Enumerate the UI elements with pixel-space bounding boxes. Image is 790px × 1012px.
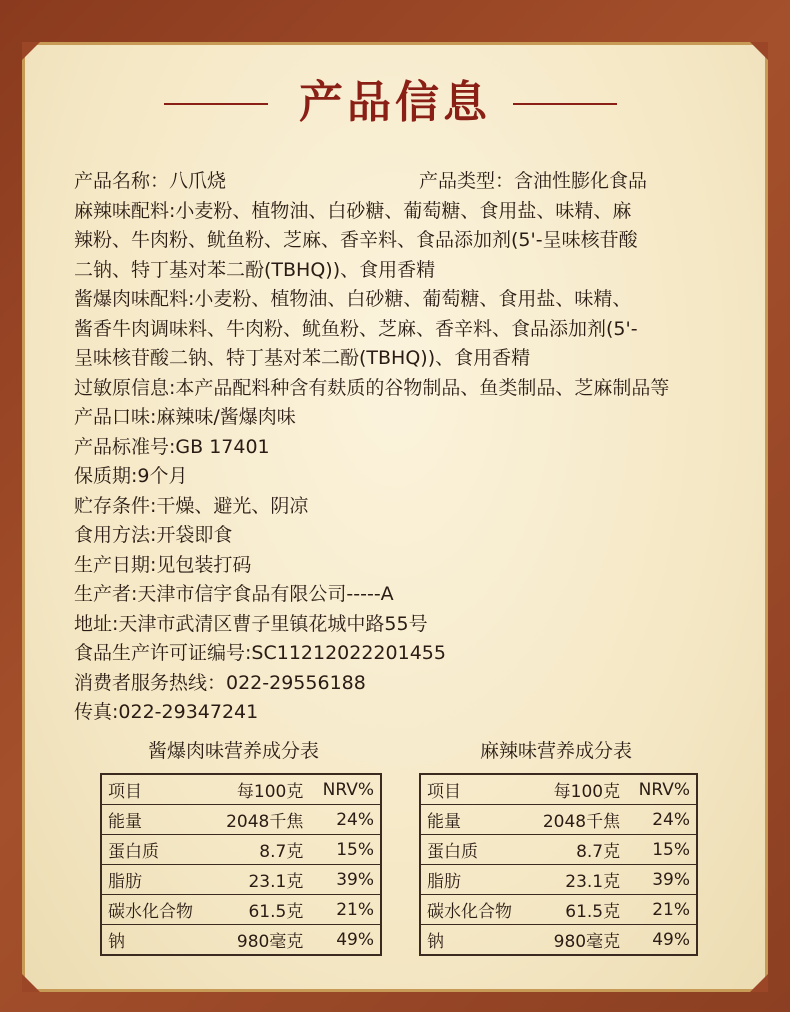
table-header-cell: 项目 [108,782,142,802]
table-cell: 蛋白质 [420,835,528,865]
usage-method: 食用方法:开袋即食 [74,524,233,546]
table-cell: 2048千焦 [528,805,626,835]
sauce-ingredients-line: 酱香牛肉调味料、牛肉粉、鱿鱼粉、芝麻、香辛料、食品添加剂(5'- [74,317,638,340]
table-cell: 24% [309,805,381,835]
table-cell: 61.5克 [210,895,309,925]
page-title: 产品信息 [299,77,491,128]
table-cell: 15% [626,835,697,865]
table-header-cell: 项目 [427,782,461,802]
table-row [101,925,381,956]
production-date: 生产日期:见包装打码 [74,553,252,576]
table-cell: 23.1克 [210,865,309,895]
sauce-ingredients-line: 呈味核苷酸二钠、特丁基对苯二酚(TBHQ))、食用香精 [74,347,531,369]
producer: 生产者:天津市信宇食品有限公司-----A [74,583,394,605]
table-cell: 21% [309,895,381,925]
table-header-cell: NRV% [638,779,690,800]
table-cell: 39% [309,865,381,895]
table-row [420,895,697,925]
corner-ornament [22,42,40,60]
table-cell: 49% [309,925,381,956]
flavor-info: 产品口味:麻辣味/酱爆肉味 [74,406,296,428]
license-number: 食品生产许可证编号:SC11212022201455 [74,642,446,664]
product-name: 产品名称：八爪烧 [74,170,227,192]
table-cell: 蛋白质 [101,835,210,865]
table-row [101,835,381,865]
table-cell: 8.7克 [528,835,626,865]
table-header-cell: 每100克 [553,782,621,802]
product-type: 产品类型：含油性膨化食品 [419,170,648,192]
storage-conditions: 贮存条件:干燥、避光、阴凉 [74,494,309,517]
corner-ornament [750,974,768,992]
shelf-life: 保质期:9个月 [74,465,188,487]
product-info [74,167,744,728]
table-cell: 钠 [420,925,528,956]
table-cell: 2048千焦 [210,805,309,835]
table-cell: 碳水化合物 [101,895,210,925]
spicy-ingredients-line: 辣粉、牛肉粉、鱿鱼粉、芝麻、香辛料、食品添加剂(5'-呈味核苷酸 [74,229,638,251]
table-cell: 碳水化合物 [420,895,528,925]
table-row [101,865,381,895]
nutrition-table-sauce [100,773,382,956]
nutrition-table-title: 麻辣味营养成分表 [480,740,633,762]
table-cell: 脂肪 [101,865,210,895]
table-row [420,835,697,865]
table-header-row [420,774,697,805]
table-row [420,925,697,956]
spicy-ingredients-line: 麻辣味配料:小麦粉、植物油、白砂糖、葡萄糖、食用盐、味精、麻 [74,199,632,222]
allergen-info: 过敏原信息:本产品配料种含有麸质的谷物制品、鱼类制品、芝麻制品等 [74,376,670,399]
table-cell: 39% [626,865,697,895]
table-cell: 8.7克 [210,835,309,865]
table-cell: 49% [626,925,697,956]
corner-ornament [22,974,40,992]
corner-ornament [750,42,768,60]
table-cell: 980毫克 [210,925,309,956]
table-row [420,805,697,835]
address: 地址:天津市武清区曹子里镇花城中路55号 [74,612,428,635]
table-row [420,865,697,895]
table-cell: 15% [309,835,381,865]
title-row [0,78,790,128]
table-cell: 21% [626,895,697,925]
table-cell: 脂肪 [420,865,528,895]
table-header-cell: NRV% [322,779,374,800]
table-cell: 61.5克 [528,895,626,925]
table-cell: 980毫克 [528,925,626,956]
table-header-row [101,774,381,805]
table-header-cell: 每100克 [236,782,304,802]
name-type-row [74,167,744,197]
table-cell: 能量 [101,805,210,835]
standard-number: 产品标准号:GB 17401 [74,435,270,458]
sauce-ingredients-line: 酱爆肉味配料:小麦粉、植物油、白砂糖、葡萄糖、食用盐、味精、 [74,288,632,310]
service-hotline: 消费者服务热线：022-29556188 [74,671,366,694]
spicy-ingredients-line: 二钠、特丁基对苯二酚(TBHQ))、食用香精 [74,258,436,281]
fax: 传真:022-29347241 [74,701,259,723]
table-cell: 能量 [420,805,528,835]
table-cell: 24% [626,805,697,835]
nutrition-table-spicy [419,773,698,956]
table-cell: 23.1克 [528,865,626,895]
table-cell: 钠 [101,925,210,956]
table-row [101,805,381,835]
nutrition-table-title: 酱爆肉味营养成分表 [148,740,320,762]
table-row [101,895,381,925]
